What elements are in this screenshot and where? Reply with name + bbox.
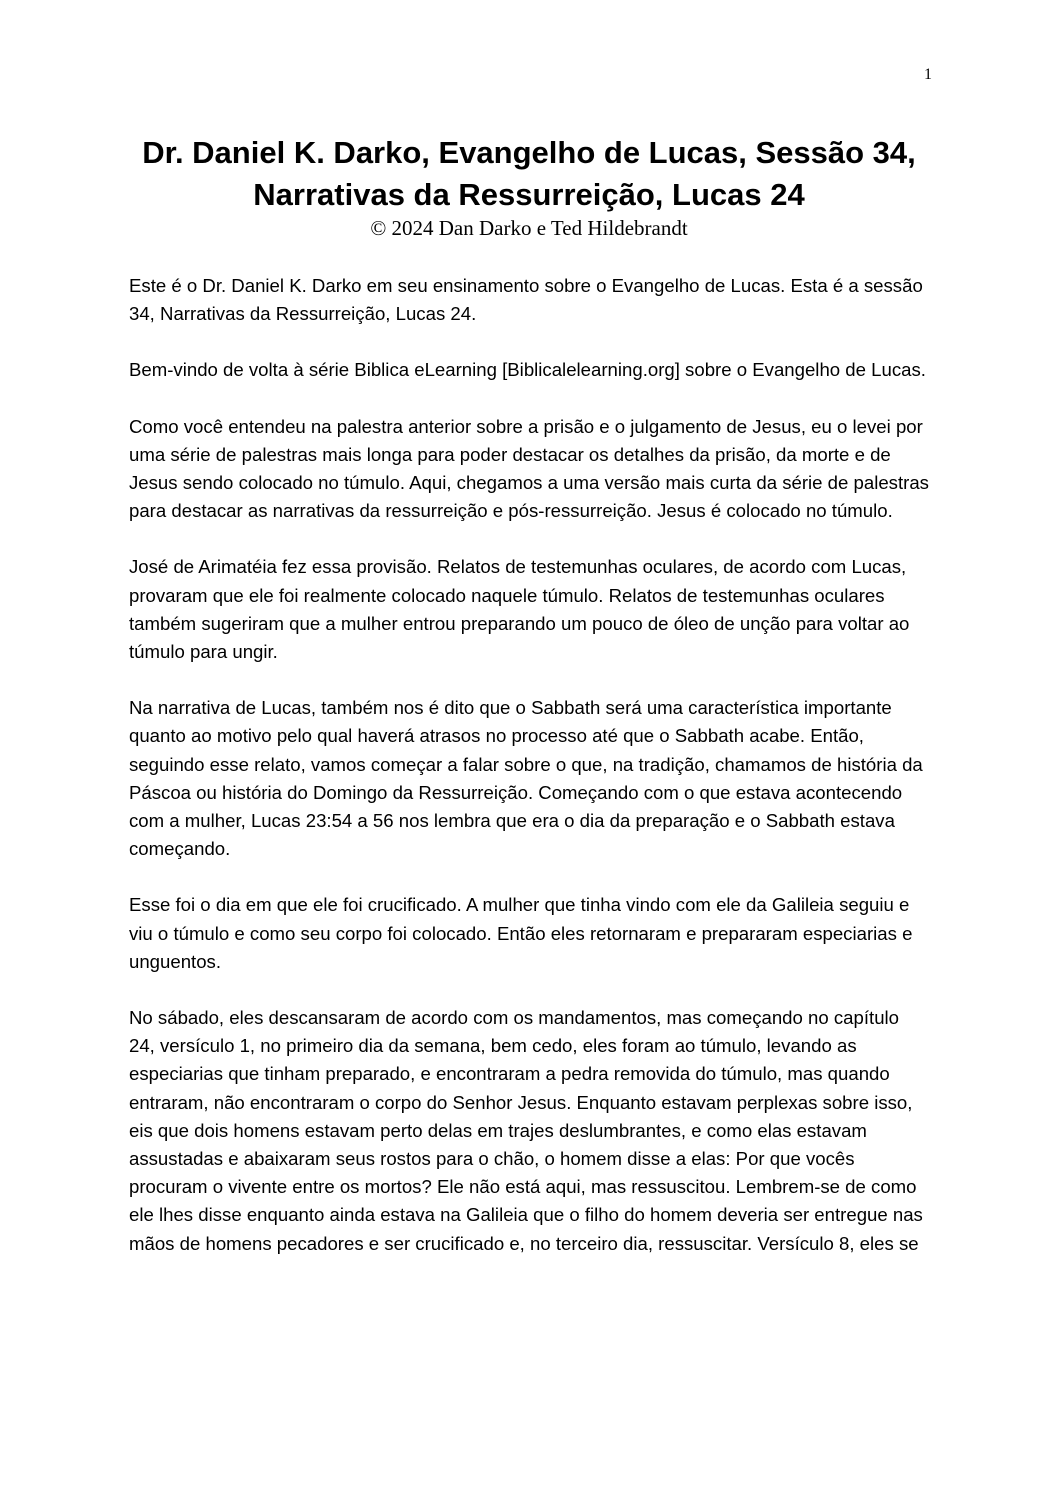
paragraph: No sábado, eles descansaram de acordo com os mandamentos, mas começando no capítulo 24, versículo 1, no primeiro dia da semana, bem cedo, eles foram ao túmulo, levando as especiarias que tinham preparado, e encontraram a pedra removida do túmulo, mas quando entraram, não encontraram o corpo do Senhor Jesus. Enquanto estavam perplexas sobre isso, eis que dois homens estavam perto delas em trajes deslumbrantes, e como elas estavam assustadas e abaixaram seus rostos para o chão, o homem disse a elas: Por que vocês procuram o vivente entre os mortos? Ele não está aqui, mas ressuscitou. Lembrem-se de como ele lhes disse enquanto ainda estava na Galileia que o filho do homem deveria ser entregue nas mãos de homens pecadores e ser crucificado e, no terceiro dia, ressuscitar. Versículo 8, eles se [129,1007,923,1254]
paragraph: Na narrativa de Lucas, também nos é dito que o Sabbath será uma característica importante quanto ao motivo pelo qual haverá atrasos no processo até que o Sabbath acabe. Então, seguindo esse relato, vamos começar a falar sobre o que, na tradição, chamamos de história da Páscoa ou história do Domingo da Ressurreição. Começando com o que estava acontecendo com a mulher, Lucas 23:54 a 56 nos lembra que era o dia da preparação e o Sabbath estava começando. [129,697,923,860]
document-title [0,132,1058,216]
paragraph: Bem-vindo de volta à série Biblica eLearning [Biblicalelearning.org] sobre o Evangelho de Lucas. [129,359,926,381]
paragraph: Esse foi o dia em que ele foi crucificado. A mulher que tinha vindo com ele da Galileia seguiu e viu o túmulo e como seu corpo foi colocado. Então eles retornaram e prepararam especiarias e unguentos. [129,894,913,972]
copyright-notice: © 2024 Dan Darko e Ted Hildebrandt [370,216,688,240]
document-body [129,272,929,1286]
paragraph: José de Arimatéia fez essa provisão. Relatos de testemunhas oculares, de acordo com Lucas, provaram que ele foi realmente colocado naquele túmulo. Relatos de testemunhas oculares também sugeriram que a mulher entrou preparando um pouco de óleo de unção para voltar ao túmulo para ungir. [129,556,910,663]
title-line-1: Dr. Daniel K. Darko, Evangelho de Lucas, Sessão 34, [142,135,916,170]
title-line-2: Narrativas da Ressurreição, Lucas 24 [253,177,805,212]
page-number: 1 [924,66,932,83]
document-header [0,132,1058,240]
paragraph: Como você entendeu na palestra anterior sobre a prisão e o julgamento de Jesus, eu o levei por uma série de palestras mais longa para poder destacar os detalhes da prisão, da morte e de Jesus sendo colocado no túmulo. Aqui, chegamos a uma versão mais curta da série de palestras para destacar as narrativas da ressurreição e pós-ressurreição. Jesus é colocado no túmulo. [129,415,929,522]
paragraph: Este é o Dr. Daniel K. Darko em seu ensinamento sobre o Evangelho de Lucas. Esta é a sessão 34, Narrativas da Ressurreição, Lucas 24. [129,275,923,325]
